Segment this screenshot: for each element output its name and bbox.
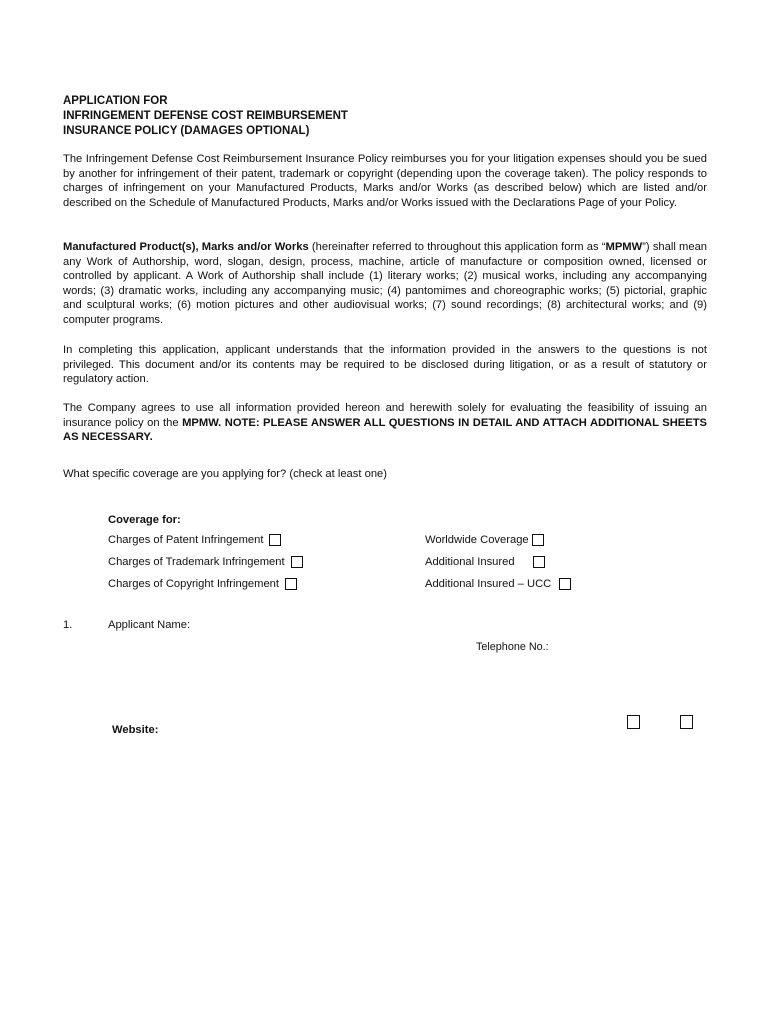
website-label: Website: — [112, 724, 159, 736]
intro-paragraph-3: In completing this application, applicant understands that the information provided in the answers to the questions is not privileged. This document and/or its contents may be required to be disclosed during litigation, or as a result of statutory or regulatory action. — [63, 344, 707, 386]
use-statement-text: The Company agrees to use all information provided hereon and herewith solely for evaluating the feasibility of issuing an insurance policy on the — [63, 402, 707, 429]
intro-paragraph-4 — [63, 401, 707, 445]
coverage-for-label: Coverage for: — [108, 514, 181, 526]
mpmw-definition-text-b: ”) shall mean any Work of Authorship, word, slogan, design, process, machine, article of manufacture or composition owned, licensed or controlled by applicant. A Work of Authorship shall include (1) literary works; (2) musical works, including any accompanying words; (3) dramatic works, including any accompanying music; (4) pantomimes and choreographic works; (5) pictorial, graphic and sculptural works; (6) motion pictures and other audiovisual works; (7) sound recordings; (8) architectural works; and (9) computer programs. — [63, 241, 708, 326]
trademark-checkbox[interactable] — [291, 556, 303, 568]
option-patent-label: Charges of Patent Infringement — [108, 534, 264, 546]
title-line-1: APPLICATION FOR — [63, 95, 168, 107]
mpmw-definition-text-a: (hereinafter referred to throughout this application form as “ — [308, 241, 606, 253]
option-worldwide-coverage[interactable] — [425, 534, 544, 546]
patent-checkbox[interactable] — [269, 534, 281, 546]
no-checkbox[interactable] — [680, 715, 693, 729]
question-number: 1. — [63, 619, 73, 631]
applicant-name-label: Applicant Name: — [108, 619, 191, 631]
title-line-3: INSURANCE POLICY (DAMAGES OPTIONAL) — [63, 125, 310, 137]
option-copyright-infringement[interactable] — [108, 578, 297, 590]
mpmw-definition-term: Manufactured Product(s), Marks and/or Works — [63, 241, 309, 253]
coverage-question: What specific coverage are you applying for? (check at least one) — [63, 468, 387, 480]
title-line-2: INFRINGEMENT DEFENSE COST REIMBURSEMENT — [63, 110, 348, 122]
telephone-label: Telephone No.: — [476, 641, 549, 653]
option-patent-infringement[interactable] — [108, 534, 281, 546]
option-worldwide-label: Worldwide Coverage — [425, 534, 529, 546]
option-additional-insured-label: Additional Insured — [425, 556, 515, 568]
intro-paragraph-2 — [63, 240, 707, 328]
option-trademark-infringement[interactable] — [108, 556, 303, 568]
copyright-checkbox[interactable] — [285, 578, 297, 590]
option-trademark-label: Charges of Trademark Infringement — [108, 556, 285, 568]
additional-insured-checkbox[interactable] — [533, 556, 545, 568]
option-additional-insured[interactable] — [425, 556, 545, 568]
application-title — [63, 94, 348, 139]
note-bold-text: MPMW. NOTE: PLEASE ANSWER ALL QUESTIONS IN DETAIL AND ATTACH ADDITIONAL SHEETS AS NECESSARY. — [63, 416, 707, 444]
yes-checkbox[interactable] — [627, 715, 640, 729]
intro-paragraph-1: The Infringement Defense Cost Reimbursement Insurance Policy reimburses you for your litigation expenses should you be sued by another for infringement of their patent, trademark or copyright (depending upon the coverage taken). The policy responds to charges of infringement on your Manufactured Products, Marks and/or Works (as described below) which are listed and/or described on the Schedule of Manufactured Products, Marks and/or Works issued with the Declarations Page of your Policy. — [63, 153, 707, 209]
additional-insured-ucc-checkbox[interactable] — [559, 578, 571, 590]
option-additional-insured-ucc[interactable] — [425, 578, 571, 590]
mpmw-abbrev: MPMW — [605, 241, 643, 253]
option-copyright-label: Charges of Copyright Infringement — [108, 578, 280, 590]
worldwide-checkbox[interactable] — [532, 534, 544, 546]
option-additional-insured-ucc-label: Additional Insured – UCC — [425, 578, 552, 590]
